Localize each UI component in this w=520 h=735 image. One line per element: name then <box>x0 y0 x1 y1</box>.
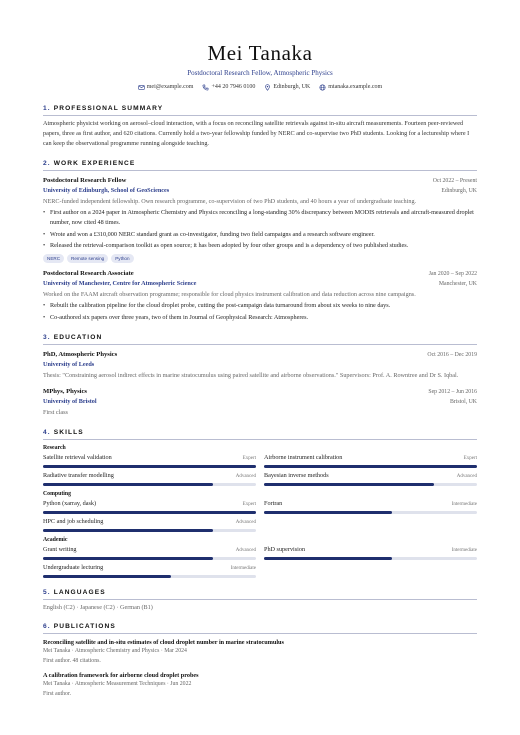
skill-name: Fortran <box>264 499 283 507</box>
job-location: Edinburgh, UK <box>441 188 477 194</box>
education-note: Thesis: "Constraining aerosol indirect effects in marine stratocumulus using paired satellite and airborne observations." Supervisors: Prof. A. Rowntree and Dr S. Iqbal. <box>43 371 459 379</box>
publication-title: A calibration framework for airborne cloud droplet probes <box>43 671 199 679</box>
publication-entry <box>43 638 477 666</box>
section-heading <box>43 589 477 600</box>
section-number: 2. <box>43 160 51 167</box>
job-organization: University of Edinburgh, School of GeoSciences <box>43 187 170 194</box>
education-section <box>43 334 477 418</box>
skill-level: Expert <box>463 455 477 461</box>
skill-group-label: Research <box>43 444 66 451</box>
publication-meta: Mei Tanaka · Atmospheric Chemistry and Physics · Mar 2024 <box>43 647 187 654</box>
skill-item <box>264 544 477 560</box>
job-dates: Oct 2022 – Present <box>432 178 477 184</box>
job-entry <box>43 269 477 323</box>
languages-text: English (C2) · Japanese (C2) · German (B1) <box>43 603 153 611</box>
section-heading <box>43 105 477 116</box>
skill-bar-fill <box>43 483 213 486</box>
tag-badge: Remote sensing <box>67 254 108 263</box>
contact-email[interactable] <box>138 83 194 91</box>
skill-level: Intermediate <box>451 501 477 507</box>
skill-name: Radiative transfer modelling <box>43 471 114 479</box>
section-title: SKILLS <box>53 428 84 436</box>
section-number: 1. <box>43 105 51 112</box>
publication-entry <box>43 671 477 699</box>
skill-name: HPC and job scheduling <box>43 517 104 525</box>
skill-bar-fill <box>264 483 434 486</box>
skill-bar-track <box>43 575 256 578</box>
skill-item <box>43 562 256 578</box>
skill-bar-track <box>43 529 256 532</box>
school-location: Bristol, UK <box>449 398 477 405</box>
education-entry <box>43 387 477 418</box>
skill-bar-track <box>264 483 477 486</box>
skill-name: Grant writing <box>43 545 77 553</box>
job-description: NERC-funded independent fellowship. Own research programme, co-supervision of two PhD students, and 40 hours a year of undergraduate teaching. <box>43 198 417 205</box>
section-heading <box>43 429 477 440</box>
skill-bar-track <box>43 465 256 468</box>
skills-section <box>43 429 477 578</box>
skill-name: Undergraduate lecturing <box>43 563 104 571</box>
skill-level: Advanced <box>235 547 256 553</box>
school-name: University of Bristol <box>43 397 97 405</box>
contact-phone[interactable] <box>202 83 255 91</box>
skill-group-label: Computing <box>43 490 72 497</box>
skill-name: Satellite retrieval validation <box>43 453 112 461</box>
skill-item <box>264 498 477 514</box>
section-number: 6. <box>43 622 51 630</box>
section-heading <box>43 623 477 634</box>
degree-title: PhD, Atmospheric Physics <box>43 350 118 358</box>
skill-bar-track <box>43 483 256 486</box>
job-bullets <box>43 301 477 323</box>
contact-location-text: Edinburgh, UK <box>273 84 311 90</box>
section-heading <box>43 160 477 171</box>
skill-level: Expert <box>242 455 256 461</box>
job-bullet: • Released the retrieval-comparison toolkit as open source; it has been adopted by four other groups and is a dependency of two published studies. <box>43 241 477 251</box>
candidate-name: Mei Tanaka <box>207 41 313 65</box>
skill-item <box>43 498 256 514</box>
skill-level: Advanced <box>235 473 256 479</box>
skill-group-label: Academic <box>43 536 68 543</box>
section-title: LANGUAGES <box>53 588 106 596</box>
school-name: University of Leeds <box>43 360 95 368</box>
languages-section <box>43 589 477 612</box>
skill-grid <box>43 498 477 532</box>
publication-note: First author. 48 citations. <box>43 657 101 664</box>
mail-icon <box>138 84 145 91</box>
summary-text: Atmospheric physicist working on aerosol–cloud interaction, with a focus on reconciling satellite retrievals against in-situ aircraft measurements. Fourteen peer-reviewed papers, three as first author, and 620 citations. Currently hold a two-year fellowship funded by NERC and co-supervise two PhD students. Looking for a lectureship where I can keep the observational programme running alongside teaching. <box>43 120 470 147</box>
publication-title: Reconciling satellite and in-situ estimates of cloud droplet number in marine stratocumulus <box>43 638 284 646</box>
skill-level: Expert <box>242 501 256 507</box>
job-bullet: • Rebuilt the calibration pipeline for the cloud droplet probe, cutting the post-campaign data turnaround from about six weeks to nine days. <box>43 301 477 311</box>
skill-item <box>264 452 477 468</box>
skill-level: Advanced <box>456 473 477 479</box>
section-number: 4. <box>43 428 51 436</box>
job-bullet: • Co-authored six papers over three years, two of them in Journal of Geophysical Research: Atmospheres. <box>43 313 477 323</box>
education-dates: Oct 2016 – Dec 2019 <box>427 351 477 358</box>
section-title: PROFESSIONAL SUMMARY <box>53 105 164 112</box>
skill-bar-track <box>264 465 477 468</box>
skill-bar-fill <box>43 511 256 514</box>
job-title: Postdoctoral Research Fellow <box>43 177 127 184</box>
skill-bar-fill <box>43 575 171 578</box>
skill-item <box>43 544 256 560</box>
skill-bar-fill <box>43 557 213 560</box>
location-pin-icon <box>264 84 271 91</box>
skill-name: Airborne instrument calibration <box>264 453 343 461</box>
skill-grid <box>43 544 477 578</box>
section-title: PUBLICATIONS <box>53 622 116 630</box>
education-note: First class <box>43 408 68 416</box>
skill-item <box>43 516 256 532</box>
skill-level: Intermediate <box>451 547 477 553</box>
contact-row <box>43 83 477 91</box>
candidate-title: Postdoctoral Research Fellow, Atmospheric Physics <box>187 69 333 77</box>
globe-icon <box>319 84 326 91</box>
skill-name: Python (xarray, dask) <box>43 499 97 507</box>
contact-email-text: mei@example.com <box>146 84 194 90</box>
skill-item <box>43 452 256 468</box>
skill-bar-fill <box>264 557 392 560</box>
skill-bar-fill <box>264 465 477 468</box>
skill-bar-track <box>43 557 256 560</box>
skill-level: Intermediate <box>230 565 256 571</box>
job-organization: University of Manchester, Centre for Atmospheric Science <box>43 280 197 287</box>
degree-title: MPhys, Physics <box>43 387 87 395</box>
skill-bar-fill <box>264 511 392 514</box>
contact-location <box>264 83 310 91</box>
publication-note: First author. <box>43 690 72 697</box>
skill-bar-track <box>43 511 256 514</box>
education-entry <box>43 350 477 381</box>
contact-phone-text: +44 20 7946 0100 <box>211 84 256 90</box>
skill-bar-fill <box>43 465 256 468</box>
job-description: Worked on the FAAM aircraft observation programme; responsible for cloud physics instrument calibration and data reduction across nine campaigns. <box>43 291 416 298</box>
job-title: Postdoctoral Research Associate <box>43 270 134 277</box>
skill-item <box>43 470 256 486</box>
publication-meta: Mei Tanaka · Atmospheric Measurement Techniques · Jun 2022 <box>43 680 192 687</box>
skill-grid <box>43 452 477 486</box>
section-heading <box>43 334 477 345</box>
skill-bar-fill <box>43 529 213 532</box>
tag-badge: NERC <box>43 254 64 263</box>
job-bullets <box>43 208 477 251</box>
job-entry <box>43 176 477 263</box>
section-title: EDUCATION <box>53 333 103 341</box>
section-number: 5. <box>43 588 51 596</box>
contact-website[interactable] <box>319 83 382 91</box>
section-title: WORK EXPERIENCE <box>53 160 136 167</box>
skill-level: Advanced <box>235 519 256 525</box>
skill-name: Bayesian inverse methods <box>264 471 329 479</box>
job-bullet: • First author on a 2024 paper in Atmospheric Chemistry and Physics reconciling a long-standing 30% discrepancy between MODIS retrievals and aircraft-measured droplet number, now cited 48 times. <box>43 208 477 228</box>
summary-section <box>43 105 477 149</box>
publications-section <box>43 623 477 699</box>
skill-name: PhD supervision <box>264 545 306 553</box>
job-location: Manchester, UK <box>438 281 477 287</box>
job-tags <box>43 254 477 263</box>
skills-list <box>43 444 477 578</box>
skill-bar-track <box>264 511 477 514</box>
job-dates: Jan 2020 – Sep 2022 <box>428 271 477 277</box>
education-dates: Sep 2012 – Jun 2016 <box>428 388 477 395</box>
job-bullet: • Wrote and won a £310,000 NERC standard grant as co-investigator, funding two field campaigns and a research software engineer. <box>43 230 477 240</box>
skill-bar-track <box>264 557 477 560</box>
tag-badge: Python <box>111 254 133 263</box>
section-number: 3. <box>43 333 51 341</box>
experience-section <box>43 160 477 323</box>
phone-icon <box>202 84 209 91</box>
skill-item <box>264 470 477 486</box>
contact-website-text: mtanaka.example.com <box>328 84 383 90</box>
